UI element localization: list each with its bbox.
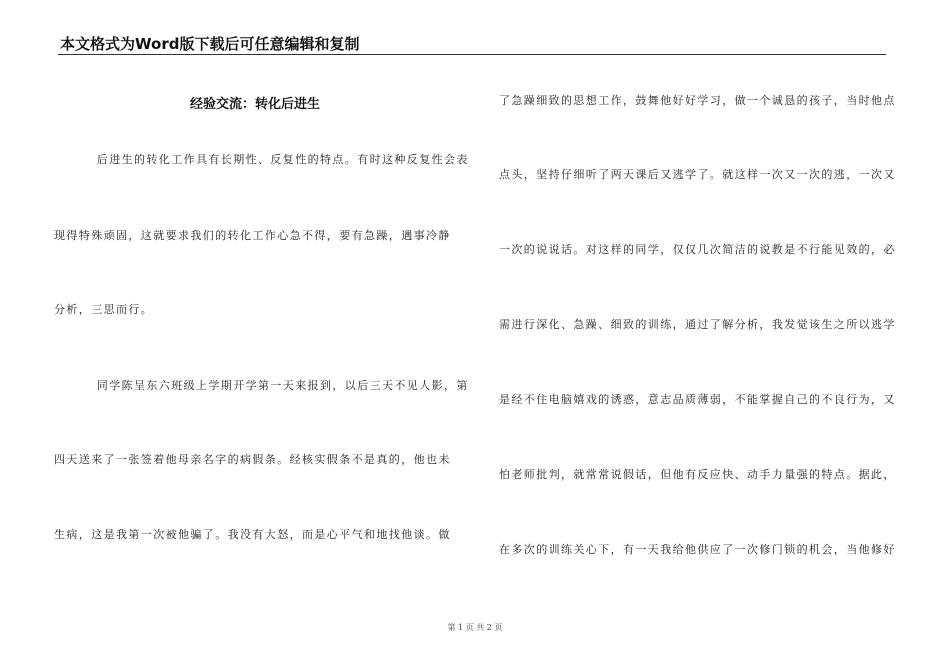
left-line-6: 生病，这是我第一次被他骗了。我没有大怒，而是心平气和地找他谈。做 [54, 528, 451, 541]
left-line-3: 分析，三思而行。 [54, 303, 154, 316]
header-title: 本文格式为Word版下载后可任意编辑和复制 [60, 35, 360, 53]
right-line-3: 一次的说说话。对这样的同学，仅仅几次简洁的说教是不行能见效的，必 [499, 243, 896, 256]
left-line-4: 同学陈呈东六班级上学期开学第一天来报到，以后三天不见人影，第 [72, 379, 469, 392]
right-line-5: 是经不住电脑嬉戏的诱惑，意志品质薄弱，不能掌握自己的不良行为，又 [499, 393, 896, 406]
header-divider [58, 54, 886, 55]
left-line-1: 后进生的转化工作具有长期性、反复性的特点。有时这种反复性会表 [72, 153, 469, 166]
page-footer: 第 1 页 共 2 页 [447, 623, 503, 632]
right-line-2: 点头，坚持仔细听了两天课后又逃学了。就这样一次又一次的逃，一次又 [499, 168, 896, 181]
right-line-6: 怕老师批判，就常常说假话，但他有反应快、动手力量强的特点。据此， [499, 468, 896, 481]
left-line-5: 四天送来了一张签着他母亲名字的病假条。经核实假条不是真的，他也未 [54, 453, 451, 466]
article-title: 经验交流：转化后进生 [190, 97, 321, 112]
right-line-4: 需进行深化、急躁、细致的训练，通过了解分析，我发觉该生之所以逃学 [499, 318, 896, 331]
right-line-7: 在多次的训练关心下，有一天我给他供应了一次修门锁的机会，当他修好 [499, 543, 896, 556]
left-line-2: 现得特殊顽固，这就要求我们的转化工作心急不得，要有急躁，遇事冷静 [54, 229, 451, 242]
right-line-1: 了急躁细致的思想工作，鼓舞他好好学习，做一个诚恳的孩子，当时他点 [499, 94, 896, 107]
